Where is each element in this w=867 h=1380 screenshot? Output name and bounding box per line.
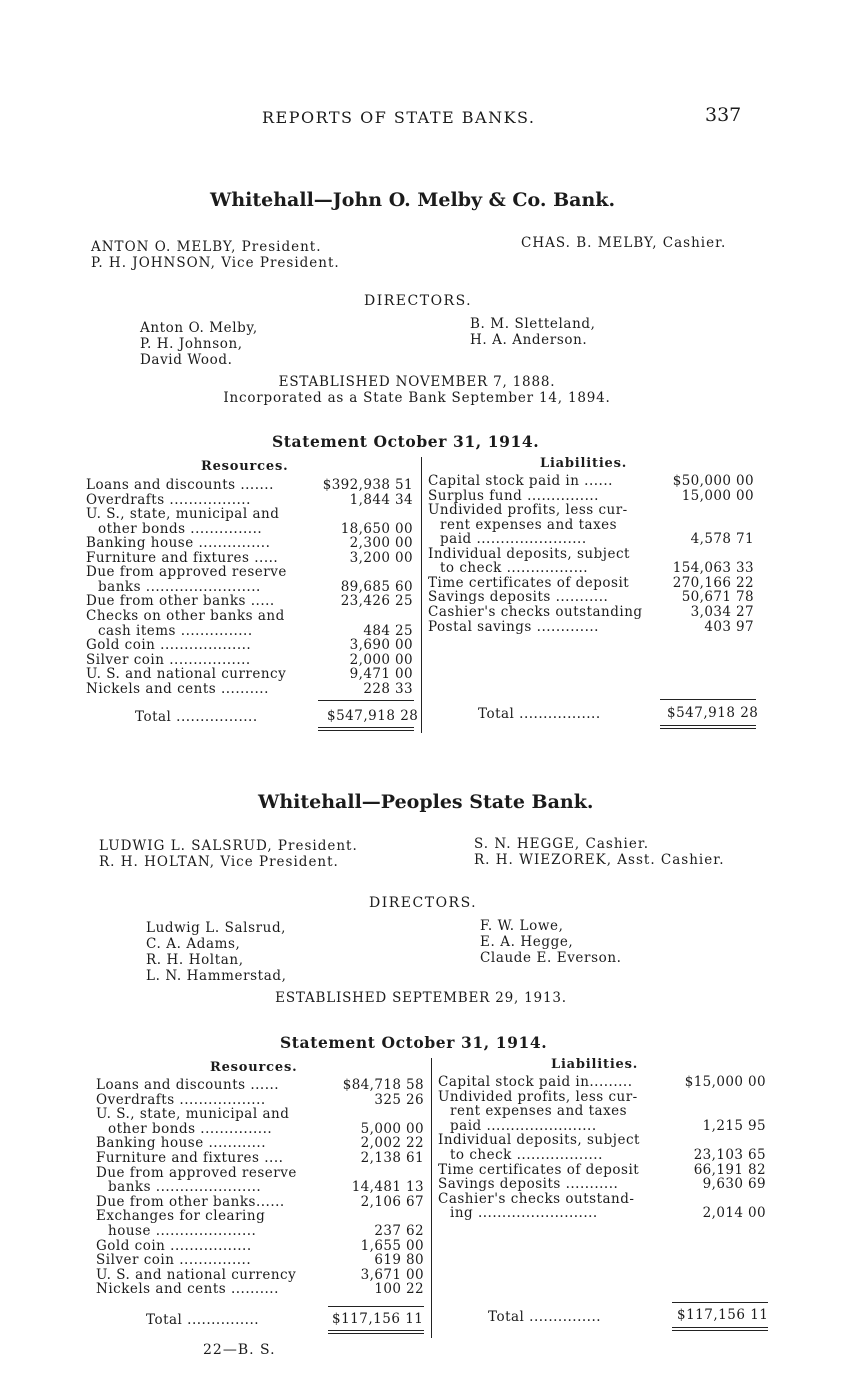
ledger-label: Banking house ............... [86, 535, 271, 552]
bank1-incorporated: Incorporated as a State Bank September 14, 1894. [223, 390, 611, 406]
bank1-directors-right [470, 316, 596, 348]
ledger-label: Individual deposits, subject [438, 1132, 640, 1149]
ledger-row [96, 1282, 424, 1297]
bank1-liabilities-total-label: Total ................. [478, 706, 601, 722]
ledger-label: Savings deposits ........... [428, 589, 609, 606]
ledger-row [438, 1163, 766, 1178]
ledger-row [438, 1119, 766, 1134]
ledger-label: cash items ............... [98, 622, 253, 639]
ledger-row [86, 551, 413, 566]
ledger-row [438, 1090, 766, 1105]
bank1-statement-title: Statement October 31, 1914. [272, 432, 540, 451]
bank2-officers-right [474, 836, 724, 868]
bank1-liabilities-double-rule [660, 725, 756, 729]
ledger-label: Savings deposits ........... [438, 1176, 619, 1193]
ledger-row [86, 594, 413, 609]
bank1-directors-left [140, 320, 258, 368]
ledger-amount: 2,000 00 [349, 651, 413, 668]
ledger-label: Silver coin ................. [86, 651, 251, 668]
bank1-resources-double-rule [318, 727, 414, 731]
ledger-row [86, 580, 413, 595]
director-name: Ludwig L. Salsrud, [146, 920, 287, 936]
ledger-amount: 23,426 25 [340, 593, 413, 610]
ledger-label: Undivided profits, less cur- [428, 502, 628, 519]
ledger-label: Nickels and cents .......... [86, 680, 269, 697]
ledger-label: Surplus fund ............... [428, 487, 599, 504]
bank2-directors-heading: DIRECTORS. [369, 895, 478, 911]
ledger-row [86, 493, 413, 508]
bank2-resources-total-rule [328, 1306, 424, 1307]
ledger-row [96, 1209, 424, 1224]
bank2-liabilities-total-rule [672, 1302, 768, 1303]
bank1-directors-heading: DIRECTORS. [364, 293, 473, 309]
ledger-label: Due from other banks...... [96, 1193, 285, 1210]
bank2-liabilities-heading: Liabilities. [551, 1057, 639, 1072]
ledger-row [86, 609, 413, 624]
ledger-row [428, 474, 754, 489]
ledger-amount: $392,938 51 [322, 477, 413, 493]
ledger-amount: 1,844 34 [349, 491, 413, 508]
ledger-row [86, 522, 413, 537]
ledger-amount: 50,671 78 [681, 589, 754, 606]
ledger-label: Silver coin ............... [96, 1252, 252, 1269]
ledger-amount: $15,000 00 [684, 1074, 766, 1090]
ledger-amount: 1,655 00 [360, 1237, 424, 1254]
ledger-label: Due from other banks ..... [86, 593, 275, 610]
ledger-row [96, 1253, 424, 1268]
bank1-established: ESTABLISHED NOVEMBER 7, 1888. [278, 374, 556, 390]
ledger-amount: 228 33 [363, 680, 413, 697]
ledger-label: to check .................. [450, 1147, 603, 1163]
ledger-amount: 2,138 61 [360, 1150, 424, 1166]
ledger-label: Cashier's checks outstanding [428, 603, 643, 620]
ledger-label: ing ......................... [450, 1205, 598, 1222]
bank1-title: Whitehall—John O. Melby & Co. Bank. [210, 189, 616, 211]
bank1-resources-list [86, 478, 413, 698]
bank1-liabilities-heading: Liabilities. [540, 456, 628, 471]
ledger-amount: 270,166 22 [672, 574, 754, 591]
bank1-liabilities-total: $547,918 28 [667, 705, 759, 721]
bank2-liabilities-double-rule [672, 1327, 768, 1331]
ledger-label: house ..................... [108, 1223, 257, 1239]
bank2-liabilities-total: $117,156 11 [677, 1307, 769, 1323]
ledger-label: Checks on other banks and [86, 607, 285, 624]
ledger-label: Due from approved reserve [86, 564, 287, 581]
ledger-row [438, 1206, 766, 1221]
ledger-row [86, 507, 413, 522]
ledger-amount: 9,630 69 [702, 1176, 766, 1193]
ledger-label: Capital stock paid in......... [438, 1074, 633, 1090]
ledger-label: Furniture and fixtures .... [96, 1150, 284, 1166]
ledger-row [428, 518, 754, 533]
bank1-liabilities-total-rule [660, 699, 756, 700]
ledger-label: banks ........................ [98, 578, 261, 595]
bank2-resources-heading: Resources. [210, 1060, 298, 1075]
ledger-amount: 484 25 [363, 622, 413, 639]
ledger-row [428, 503, 754, 518]
ledger-amount: 154,063 33 [672, 560, 754, 577]
ledger-label: Gold coin ................... [86, 637, 252, 654]
bank1-column-divider [421, 457, 422, 733]
ledger-label: other bonds ............... [98, 520, 263, 537]
ledger-amount: 3,671 00 [360, 1266, 424, 1283]
ledger-row [428, 547, 754, 562]
ledger-label: U. S. and national currency [86, 666, 287, 683]
ledger-label: Undivided profits, less cur- [438, 1088, 638, 1105]
ledger-row [86, 682, 413, 697]
ledger-label: banks ...................... [108, 1179, 262, 1196]
ledger-amount: 2,014 00 [702, 1205, 766, 1222]
ledger-amount: 23,103 65 [693, 1147, 766, 1163]
ledger-amount: 2,106 67 [360, 1193, 424, 1210]
ledger-row [438, 1133, 766, 1148]
bank1-officers-left [91, 239, 340, 271]
ledger-label: Furniture and fixtures ..... [86, 549, 279, 566]
ledger-label: other bonds ............... [108, 1120, 273, 1137]
ledger-amount: 89,685 60 [340, 578, 413, 595]
bank2-column-divider [431, 1058, 432, 1338]
ledger-amount: $84,718 58 [342, 1077, 424, 1093]
ledger-row [428, 532, 754, 547]
ledger-label: Overdrafts ................. [86, 491, 251, 508]
ledger-label: Time certificates of deposit [428, 574, 630, 591]
ledger-amount: 2,002 22 [360, 1135, 424, 1152]
ledger-label: Banking house ............ [96, 1135, 267, 1152]
ledger-label: Exchanges for clearing [96, 1208, 266, 1225]
ledger-amount: 2,300 00 [349, 535, 413, 552]
officer-line: R. H. HOLTAN, Vice President. [99, 854, 339, 870]
bank1-resources-total-rule [318, 700, 414, 701]
bank2-officers-left [99, 838, 358, 870]
ledger-amount: 5,000 00 [360, 1120, 424, 1137]
ledger-label: U. S., state, municipal and [96, 1106, 290, 1123]
bank1-resources-total-label: Total ................. [135, 709, 258, 725]
ledger-label: U. S. and national currency [96, 1266, 297, 1283]
director-name: E. A. Hegge, [480, 934, 574, 950]
ledger-amount: 403 97 [704, 618, 754, 635]
director-name: C. A. Adams, [146, 936, 241, 952]
ledger-row [96, 1151, 424, 1166]
bank1-officers-right [521, 235, 726, 251]
ledger-row [96, 1122, 424, 1137]
ledger-row [438, 1148, 766, 1163]
running-head: REPORTS OF STATE BANKS. [262, 108, 536, 127]
director-name: L. N. Hammerstad, [146, 968, 287, 984]
ledger-row [96, 1268, 424, 1283]
ledger-amount: $50,000 00 [672, 473, 754, 489]
ledger-label: to check ................. [440, 560, 589, 577]
director-name: F. W. Lowe, [480, 918, 564, 934]
bank1-liabilities-list [428, 474, 754, 644]
director-name: P. H. Johnson, [140, 336, 243, 352]
ledger-amount: 4,578 71 [690, 531, 754, 548]
ledger-row [86, 667, 413, 682]
ledger-row [96, 1136, 424, 1151]
ledger-row [428, 620, 754, 635]
ledger-label: Due from approved reserve [96, 1164, 297, 1181]
ledger-label: Postal savings ............. [428, 618, 599, 635]
ledger-amount: 3,690 00 [349, 637, 413, 654]
ledger-row [96, 1239, 424, 1254]
ledger-row [96, 1107, 424, 1122]
page-number: 337 [705, 104, 742, 126]
ledger-row [438, 1075, 766, 1090]
bank2-directors-right [480, 918, 622, 966]
ledger-row [86, 478, 413, 493]
signature-mark: 22—B. S. [203, 1342, 276, 1358]
officer-line: S. N. HEGGE, Cashier. [474, 836, 650, 852]
ledger-row [86, 536, 413, 551]
ledger-label: rent expenses and taxes [440, 516, 618, 533]
bank2-resources-list [96, 1078, 424, 1298]
director-name: R. H. Holtan, [146, 952, 244, 968]
ledger-row [96, 1224, 424, 1239]
ledger-label: Cashier's checks outstand- [438, 1190, 635, 1207]
bank1-resources-heading: Resources. [201, 459, 289, 474]
bank2-resources-double-rule [328, 1330, 424, 1334]
ledger-label: Loans and discounts ...... [96, 1077, 280, 1093]
ledger-row [86, 638, 413, 653]
ledger-row [428, 489, 754, 504]
bank2-statement-title: Statement October 31, 1914. [280, 1033, 548, 1052]
ledger-amount: 100 22 [374, 1281, 424, 1298]
bank1-resources-total: $547,918 28 [327, 708, 419, 724]
ledger-row [96, 1093, 424, 1108]
officer-line: R. H. WIEZOREK, Asst. Cashier. [474, 852, 725, 868]
ledger-row [428, 561, 754, 576]
ledger-amount: 66,191 82 [693, 1161, 766, 1178]
officer-line: P. H. JOHNSON, Vice President. [91, 255, 340, 271]
director-name: Claude E. Everson. [480, 950, 622, 966]
ledger-amount: 619 80 [374, 1252, 424, 1269]
ledger-amount: 237 62 [374, 1223, 424, 1239]
director-name: B. M. Sletteland, [470, 316, 596, 332]
ledger-amount: 3,034 27 [690, 603, 754, 620]
ledger-label: paid ....................... [450, 1117, 597, 1134]
ledger-row [428, 605, 754, 620]
ledger-row [96, 1166, 424, 1181]
ledger-label: Gold coin ................. [96, 1237, 252, 1254]
director-name: David Wood. [140, 352, 233, 368]
ledger-label: Individual deposits, subject [428, 545, 630, 562]
ledger-label: paid ....................... [440, 531, 587, 548]
ledger-amount: 3,200 00 [349, 549, 413, 566]
director-name: Anton O. Melby, [140, 320, 258, 336]
ledger-amount: 14,481 13 [351, 1179, 424, 1196]
director-name: H. A. Anderson. [470, 332, 588, 348]
ledger-label: Loans and discounts ....... [86, 477, 274, 493]
ledger-amount: 1,215 95 [702, 1117, 766, 1134]
ledger-label: U. S., state, municipal and [86, 506, 280, 523]
ledger-label: Time certificates of deposit [438, 1161, 640, 1178]
ledger-amount: 18,650 00 [340, 520, 413, 537]
ledger-row [86, 565, 413, 580]
ledger-row [428, 590, 754, 605]
ledger-label: rent expenses and taxes [450, 1103, 628, 1120]
ledger-row [96, 1195, 424, 1210]
officer-line: ANTON O. MELBY, President. [91, 239, 322, 255]
ledger-row [438, 1104, 766, 1119]
ledger-row [438, 1177, 766, 1192]
ledger-row [428, 576, 754, 591]
officer-line: LUDWIG L. SALSRUD, President. [99, 838, 358, 854]
ledger-row [438, 1192, 766, 1207]
bank2-resources-total: $117,156 11 [332, 1311, 424, 1327]
bank2-directors-left [146, 920, 286, 984]
bank2-resources-total-label: Total ............... [146, 1312, 260, 1328]
ledger-row [86, 624, 413, 639]
ledger-label: Nickels and cents .......... [96, 1281, 279, 1298]
ledger-amount: 15,000 00 [681, 487, 754, 504]
bank2-liabilities-total-label: Total ............... [488, 1309, 602, 1325]
bank2-title: Whitehall—Peoples State Bank. [258, 791, 594, 813]
officer-line: CHAS. B. MELBY, Cashier. [521, 235, 727, 251]
ledger-amount: 9,471 00 [349, 666, 413, 683]
ledger-row [96, 1180, 424, 1195]
bank2-liabilities-list [438, 1075, 766, 1225]
ledger-label: Capital stock paid in ...... [428, 473, 613, 489]
ledger-row [96, 1078, 424, 1093]
ledger-row [86, 653, 413, 668]
ledger-label: Overdrafts .................. [96, 1091, 266, 1108]
ledger-amount: 325 26 [374, 1091, 424, 1108]
bank2-established: ESTABLISHED SEPTEMBER 29, 1913. [275, 990, 567, 1006]
